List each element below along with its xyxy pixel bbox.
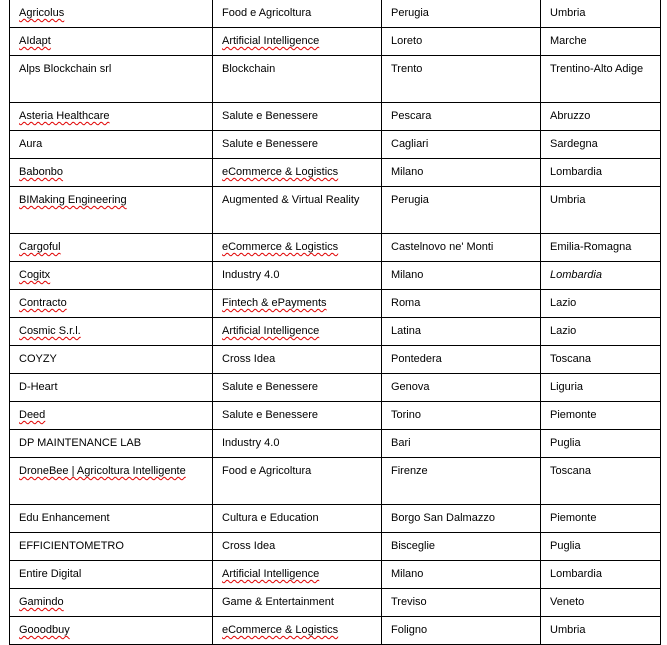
region-cell: Veneto — [541, 589, 661, 617]
city-cell: Borgo San Dalmazzo — [382, 505, 541, 533]
city-cell: Latina — [382, 318, 541, 346]
table-row — [10, 318, 661, 346]
sector-cell: Food e Agricoltura — [213, 0, 382, 28]
company-cell: Aura — [10, 131, 213, 159]
company-cell: AIdapt — [10, 28, 213, 56]
table-row — [10, 561, 661, 589]
table-row — [10, 533, 661, 561]
sector-cell: Industry 4.0 — [213, 430, 382, 458]
company-cell: BIMaking Engineering — [10, 187, 213, 234]
city-cell: Pontedera — [382, 346, 541, 374]
sector-cell: Game & Entertainment — [213, 589, 382, 617]
sector-cell: Industry 4.0 — [213, 262, 382, 290]
table-row — [10, 56, 661, 103]
table-row — [10, 617, 661, 645]
city-cell: Cagliari — [382, 131, 541, 159]
region-cell: Umbria — [541, 0, 661, 28]
table-row — [10, 28, 661, 56]
company-cell: Cosmic S.r.l. — [10, 318, 213, 346]
company-cell: Cogitx — [10, 262, 213, 290]
company-cell: Entire Digital — [10, 561, 213, 589]
city-cell: Firenze — [382, 458, 541, 505]
sector-cell: Salute e Benessere — [213, 103, 382, 131]
company-cell: DroneBee | Agricoltura Intelligente — [10, 458, 213, 505]
table-row — [10, 262, 661, 290]
sector-cell: eCommerce & Logistics — [213, 617, 382, 645]
sector-cell: Artificial Intelligence — [213, 318, 382, 346]
sector-cell: Artificial Intelligence — [213, 561, 382, 589]
company-cell: COYZY — [10, 346, 213, 374]
city-cell: Trento — [382, 56, 541, 103]
company-cell: EFFICIENTOMETRO — [10, 533, 213, 561]
table-body — [10, 0, 661, 645]
city-cell: Milano — [382, 262, 541, 290]
table-row — [10, 234, 661, 262]
table-row — [10, 159, 661, 187]
company-cell: Gooodbuy — [10, 617, 213, 645]
company-cell: Contracto — [10, 290, 213, 318]
sector-cell: Artificial Intelligence — [213, 28, 382, 56]
region-cell: Toscana — [541, 458, 661, 505]
city-cell: Roma — [382, 290, 541, 318]
company-cell: Agricolus — [10, 0, 213, 28]
company-cell: D-Heart — [10, 374, 213, 402]
table-row — [10, 374, 661, 402]
company-cell: DP MAINTENANCE LAB — [10, 430, 213, 458]
sector-cell: Blockchain — [213, 56, 382, 103]
city-cell: Milano — [382, 561, 541, 589]
region-cell: Puglia — [541, 430, 661, 458]
table-row — [10, 131, 661, 159]
company-cell: Deed — [10, 402, 213, 430]
city-cell: Milano — [382, 159, 541, 187]
city-cell: Bari — [382, 430, 541, 458]
region-cell: Umbria — [541, 187, 661, 234]
company-cell: Babonbo — [10, 159, 213, 187]
region-cell: Lombardia — [541, 262, 661, 290]
region-cell: Trentino-Alto Adige — [541, 56, 661, 103]
table-row — [10, 0, 661, 28]
region-cell: Piemonte — [541, 402, 661, 430]
company-cell: Edu Enhancement — [10, 505, 213, 533]
table-row — [10, 103, 661, 131]
sector-cell: Cultura e Education — [213, 505, 382, 533]
region-cell: Lazio — [541, 318, 661, 346]
sector-cell: Salute e Benessere — [213, 402, 382, 430]
table-row — [10, 346, 661, 374]
table-row — [10, 187, 661, 234]
sector-cell: eCommerce & Logistics — [213, 234, 382, 262]
region-cell: Sardegna — [541, 131, 661, 159]
region-cell: Toscana — [541, 346, 661, 374]
region-cell: Lombardia — [541, 159, 661, 187]
region-cell: Puglia — [541, 533, 661, 561]
region-cell: Piemonte — [541, 505, 661, 533]
city-cell: Torino — [382, 402, 541, 430]
city-cell: Bisceglie — [382, 533, 541, 561]
sector-cell: Cross Idea — [213, 346, 382, 374]
company-cell: Alps Blockchain srl — [10, 56, 213, 103]
region-cell: Marche — [541, 28, 661, 56]
region-cell: Lazio — [541, 290, 661, 318]
region-cell: Lombardia — [541, 561, 661, 589]
region-cell: Umbria — [541, 617, 661, 645]
region-cell: Liguria — [541, 374, 661, 402]
city-cell: Genova — [382, 374, 541, 402]
city-cell: Treviso — [382, 589, 541, 617]
startup-table — [9, 0, 661, 645]
region-cell: Emilia-Romagna — [541, 234, 661, 262]
table-row — [10, 458, 661, 505]
company-cell: Cargoful — [10, 234, 213, 262]
sector-cell: Salute e Benessere — [213, 374, 382, 402]
sector-cell: Augmented & Virtual Reality — [213, 187, 382, 234]
sector-cell: Cross Idea — [213, 533, 382, 561]
table-row — [10, 402, 661, 430]
city-cell: Perugia — [382, 0, 541, 28]
city-cell: Loreto — [382, 28, 541, 56]
sector-cell: Salute e Benessere — [213, 131, 382, 159]
city-cell: Castelnovo ne' Monti — [382, 234, 541, 262]
city-cell: Foligno — [382, 617, 541, 645]
table-row — [10, 430, 661, 458]
region-cell: Abruzzo — [541, 103, 661, 131]
table-row — [10, 290, 661, 318]
company-cell: Asteria Healthcare — [10, 103, 213, 131]
city-cell: Pescara — [382, 103, 541, 131]
sector-cell: Food e Agricoltura — [213, 458, 382, 505]
city-cell: Perugia — [382, 187, 541, 234]
sector-cell: Fintech & ePayments — [213, 290, 382, 318]
sector-cell: eCommerce & Logistics — [213, 159, 382, 187]
table-row — [10, 505, 661, 533]
table-row — [10, 589, 661, 617]
company-cell: Gamindo — [10, 589, 213, 617]
